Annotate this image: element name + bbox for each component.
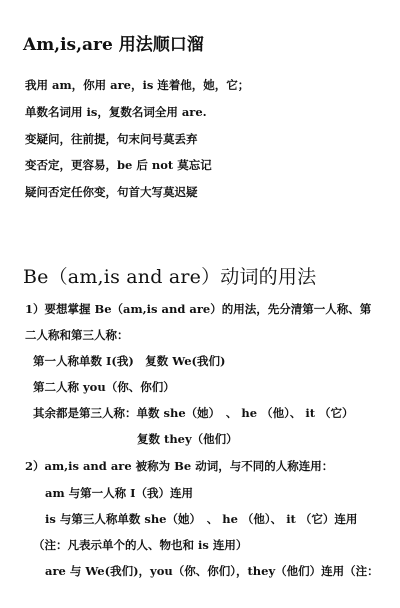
usage-line-5: 其余都是第三人称：单数 she（她） 、 he （他）、 it （它） [33, 406, 354, 420]
usage-line-2: 二人称和第三人称： [25, 328, 129, 342]
usage-line-11: are 与 We(我们)，you（你、你们），they（他们）连用（注： [45, 564, 379, 578]
section-title-am-is-are-rhyme: Am,is,are 用法顺口溜 [23, 35, 204, 55]
rhyme-line-1: 我用 am，你用 are，is 连着他，她，它； [25, 78, 250, 92]
rhyme-line-2: 单数名词用 is，复数名词全用 are. [25, 105, 207, 119]
usage-line-4: 第二人称 you（你、你们） [33, 380, 175, 394]
section-title-be-verb-usage: Be（am,is and are）动词的用法 [23, 266, 317, 288]
usage-line-9: is 与第三人称单数 she（她） 、 he （他）、 it （它）连用 [45, 512, 358, 526]
usage-line-8: am 与第一人称 I（我）连用 [45, 486, 194, 500]
rhyme-line-3: 变疑问，往前提，句末问号莫丢弃 [25, 132, 198, 146]
usage-line-6: 复数 they（他们） [137, 432, 238, 446]
usage-line-7: 2）am,is and are 被称为 Be 动词，与不同的人称连用： [25, 459, 334, 473]
usage-line-1: 1）要想掌握 Be（am,is and are）的用法，先分清第一人称、第 [25, 302, 372, 316]
usage-line-3: 第一人称单数 I(我) 复数 We(我们) [33, 354, 226, 368]
usage-line-10: （注：凡表示单个的人、物也和 is 连用） [33, 538, 248, 552]
rhyme-line-4: 变否定，更容易，be 后 not 莫忘记 [25, 158, 212, 172]
rhyme-line-5: 疑问否定任你变，句首大写莫迟疑 [25, 185, 198, 199]
